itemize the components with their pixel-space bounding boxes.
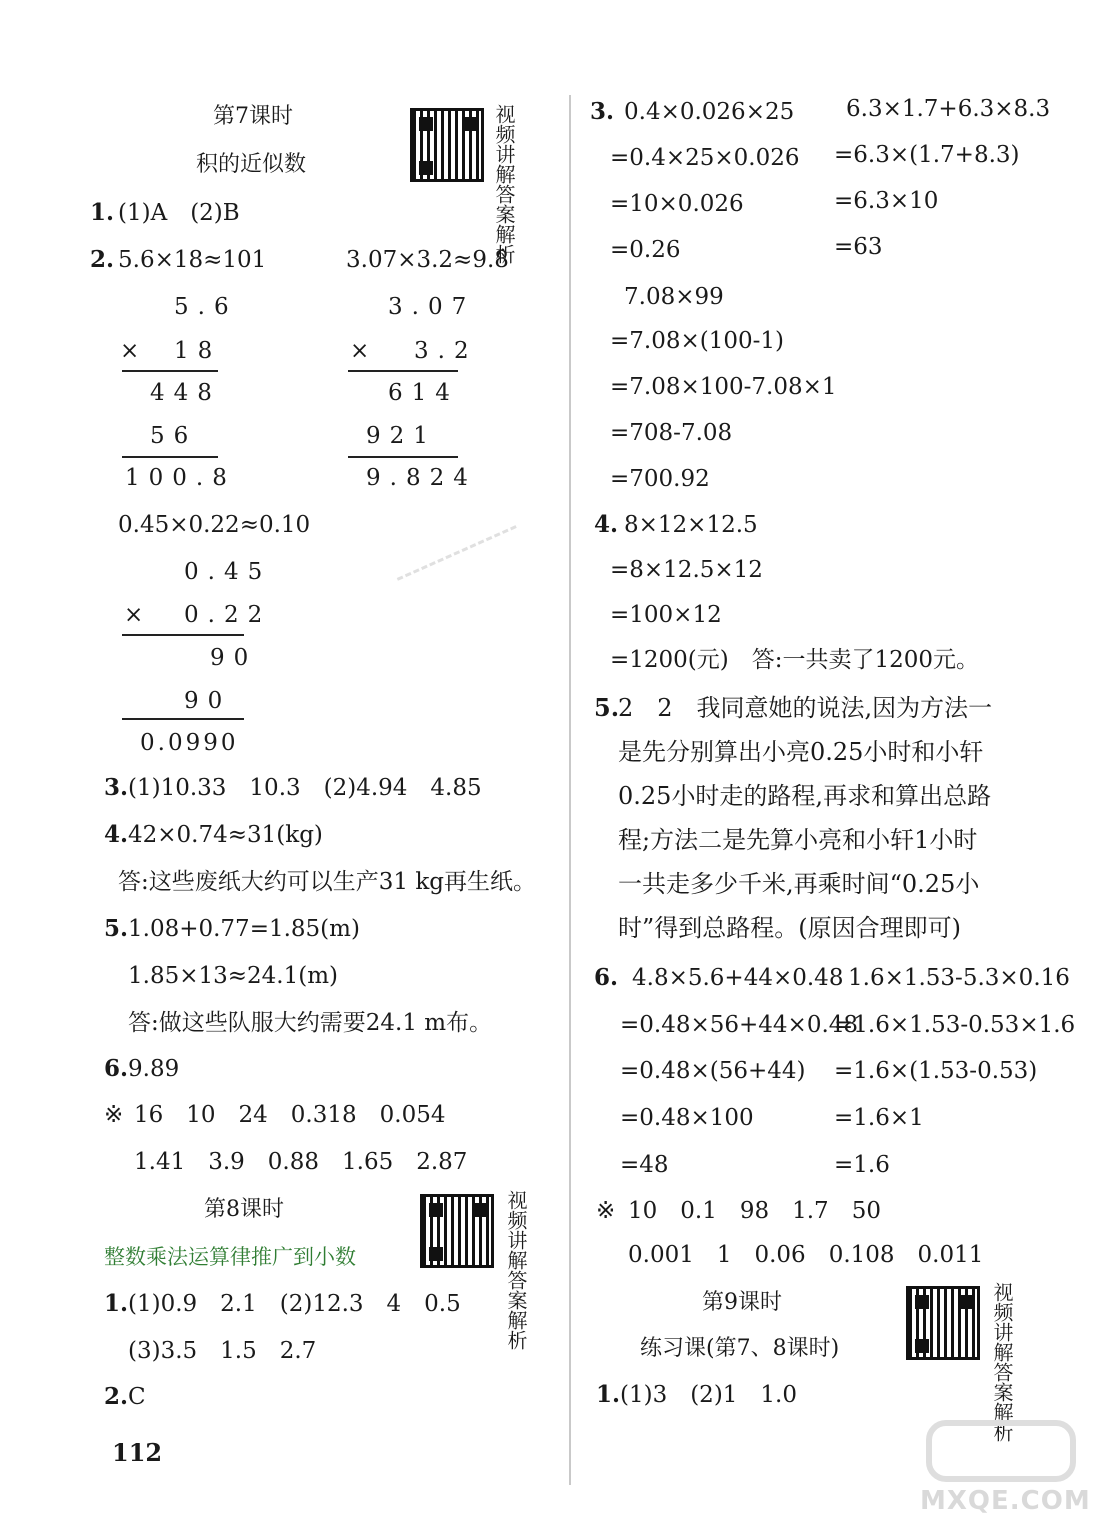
answer-sentence: 答:这些废纸大约可以生产31 kg再生纸。 <box>118 869 536 895</box>
calc-digits: 90 <box>184 688 232 714</box>
equation: 5.6×18≈101 <box>118 247 267 273</box>
calc-result: 0.0990 <box>140 730 239 756</box>
extra-row: 1.41 3.9 0.88 1.65 2.87 <box>134 1149 468 1175</box>
equation-line: =63 <box>834 234 883 260</box>
equation-line: 8×12×12.5 <box>624 512 758 538</box>
equation-line: =0.48×(56+44) <box>620 1058 806 1084</box>
equation: 1.08+0.77=1.85(m) <box>128 916 360 942</box>
calc-line <box>348 456 458 458</box>
calc-line <box>348 370 458 372</box>
equation-line: =6.3×(1.7+8.3) <box>834 142 1020 168</box>
question-number: 3. <box>104 774 129 801</box>
equation-line: =48 <box>620 1152 669 1178</box>
equation-line: =7.08×(100-1) <box>610 328 785 354</box>
watermark-text: MXQE.COM <box>920 1486 1091 1516</box>
lesson8-title: 第8课时 <box>204 1197 284 1222</box>
equation-line: =10×0.026 <box>610 191 744 217</box>
calc-digits: 921 <box>366 423 437 449</box>
question-number: 1. <box>104 1290 129 1317</box>
multiply-sign: × <box>124 602 144 628</box>
question-number: 4. <box>594 511 619 538</box>
qr-label: 视频讲解答案解析 <box>504 1190 528 1350</box>
calc-digits: 448 <box>150 380 221 406</box>
calc-digits: 90 <box>210 645 258 671</box>
equation-line: =1.6 <box>834 1152 890 1178</box>
equation-line: =100×12 <box>610 602 722 628</box>
calc-result: 100.8 <box>125 465 236 491</box>
question-number: 1. <box>90 199 115 226</box>
answer-text: (1)0.9 2.1 (2)12.3 4 0.5 <box>128 1291 461 1317</box>
explanation-line: 0.25小时走的路程,再求和算出总路 <box>618 782 992 810</box>
calc-digits: 5.6 <box>174 294 238 320</box>
multiply-sign: × <box>120 338 140 364</box>
calc-line <box>122 456 218 458</box>
equation-line: =0.48×56+44×0.48 <box>620 1012 859 1038</box>
answer-text: (3)3.5 1.5 2.7 <box>128 1338 317 1364</box>
answer-text: C <box>128 1384 146 1410</box>
question-number: 6. <box>594 964 619 991</box>
page-number: 112 <box>112 1438 163 1467</box>
calc-digits: 18 <box>174 338 222 364</box>
equation-line: 6.3×1.7+6.3×8.3 <box>846 96 1051 122</box>
explanation-line: 时”得到总路程。(原因合理即可) <box>618 914 961 942</box>
equation-line: =0.26 <box>610 237 681 263</box>
equation-line: =0.48×100 <box>620 1105 754 1131</box>
question-number: 5. <box>104 915 129 942</box>
answer-text: (1)3 (2)1 1.0 <box>620 1382 798 1408</box>
equation-line: 0.4×0.026×25 <box>624 99 795 125</box>
answer-text: (1)10.33 10.3 (2)4.94 4.85 <box>128 775 482 801</box>
qr-label: 视频讲解答案解析 <box>492 104 516 264</box>
equation-line: 7.08×99 <box>624 284 724 310</box>
answer-text: 9.89 <box>128 1056 180 1082</box>
equation-line: 4.8×5.6+44×0.48 <box>632 965 844 991</box>
calc-line <box>122 370 218 372</box>
extra-mark: ※ <box>596 1198 616 1224</box>
answer-sentence: 答:做这些队服大约需要24.1 m布。 <box>128 1010 493 1036</box>
faded-stamp <box>397 525 550 654</box>
qr-code-icon[interactable] <box>410 108 484 182</box>
explanation-line: 是先分别算出小亮0.25小时和小轩 <box>618 738 984 766</box>
extra-mark: ※ <box>104 1102 124 1128</box>
qr-code-icon[interactable] <box>906 1286 980 1360</box>
calc-line <box>122 634 244 636</box>
explanation-line: 一共走多少千米,再乘时间“0.25小 <box>618 870 980 898</box>
question-number: 1. <box>596 1381 621 1408</box>
equation-line: =708-7.08 <box>610 420 733 446</box>
calc-digits: 0.22 <box>184 602 272 628</box>
calc-digits: 56 <box>150 423 198 449</box>
equation-line: 1.6×1.53-5.3×0.16 <box>848 965 1070 991</box>
calc-digits: 3.07 <box>388 294 476 320</box>
equation-line: =7.08×100-7.08×1 <box>610 374 837 400</box>
equation-line: =1.6×1 <box>834 1105 924 1131</box>
question-number: 2. <box>90 246 115 273</box>
question-number: 3. <box>590 98 615 125</box>
explanation-line: 程;方法二是先算小亮和小轩1小时 <box>618 826 978 854</box>
question-number: 2. <box>104 1383 129 1410</box>
lesson9-title: 第9课时 <box>702 1290 782 1315</box>
equation-line: =700.92 <box>610 466 710 492</box>
lesson7-title: 第7课时 <box>213 104 293 129</box>
calc-line <box>122 718 244 720</box>
extra-row: 0.001 1 0.06 0.108 0.011 <box>628 1242 984 1268</box>
question-number: 6. <box>104 1055 129 1082</box>
qr-label: 视频讲解答案解析 <box>990 1282 1014 1442</box>
explanation-line: 2 2 我同意她的说法,因为方法一 <box>618 694 993 722</box>
lesson8-subtitle: 整数乘法运算律推广到小数 <box>104 1245 356 1269</box>
extra-row: 16 10 24 0.318 0.054 <box>134 1102 446 1128</box>
lesson9-subtitle: 练习课(第7、8课时) <box>640 1336 840 1361</box>
equation-line: =1.6×1.53-0.53×1.6 <box>834 1012 1076 1038</box>
answer-text: (1)A (2)B <box>118 200 240 226</box>
question-number: 4. <box>104 821 129 848</box>
equation-line: =6.3×10 <box>834 188 939 214</box>
equation: 1.85×13≈24.1(m) <box>128 963 338 989</box>
equation-line: =1.6×(1.53-0.53) <box>834 1058 1038 1084</box>
equation-line: =0.4×25×0.026 <box>610 145 800 171</box>
equation: 42×0.74≈31(kg) <box>128 822 323 848</box>
site-watermark <box>918 1420 1091 1520</box>
multiply-sign: × <box>350 338 370 364</box>
calc-digits: 0.45 <box>184 559 272 585</box>
calc-digits: 3.2 <box>414 338 478 364</box>
column-divider <box>569 95 571 1485</box>
question-number: 5. <box>594 693 620 722</box>
equation-line: =8×12.5×12 <box>610 557 763 583</box>
extra-row: 10 0.1 98 1.7 50 <box>628 1198 881 1224</box>
calc-result: 9.824 <box>366 465 477 491</box>
equation: 3.07×3.2≈9.8 <box>346 247 509 273</box>
qr-code-icon[interactable] <box>420 1194 494 1268</box>
answer-sentence: =1200(元) 答:一共卖了1200元。 <box>610 647 980 673</box>
equation: 0.45×0.22≈0.10 <box>118 512 311 538</box>
calc-digits: 614 <box>388 380 459 406</box>
watermark-logo-icon <box>926 1420 1076 1482</box>
lesson7-subtitle: 积的近似数 <box>196 152 307 177</box>
